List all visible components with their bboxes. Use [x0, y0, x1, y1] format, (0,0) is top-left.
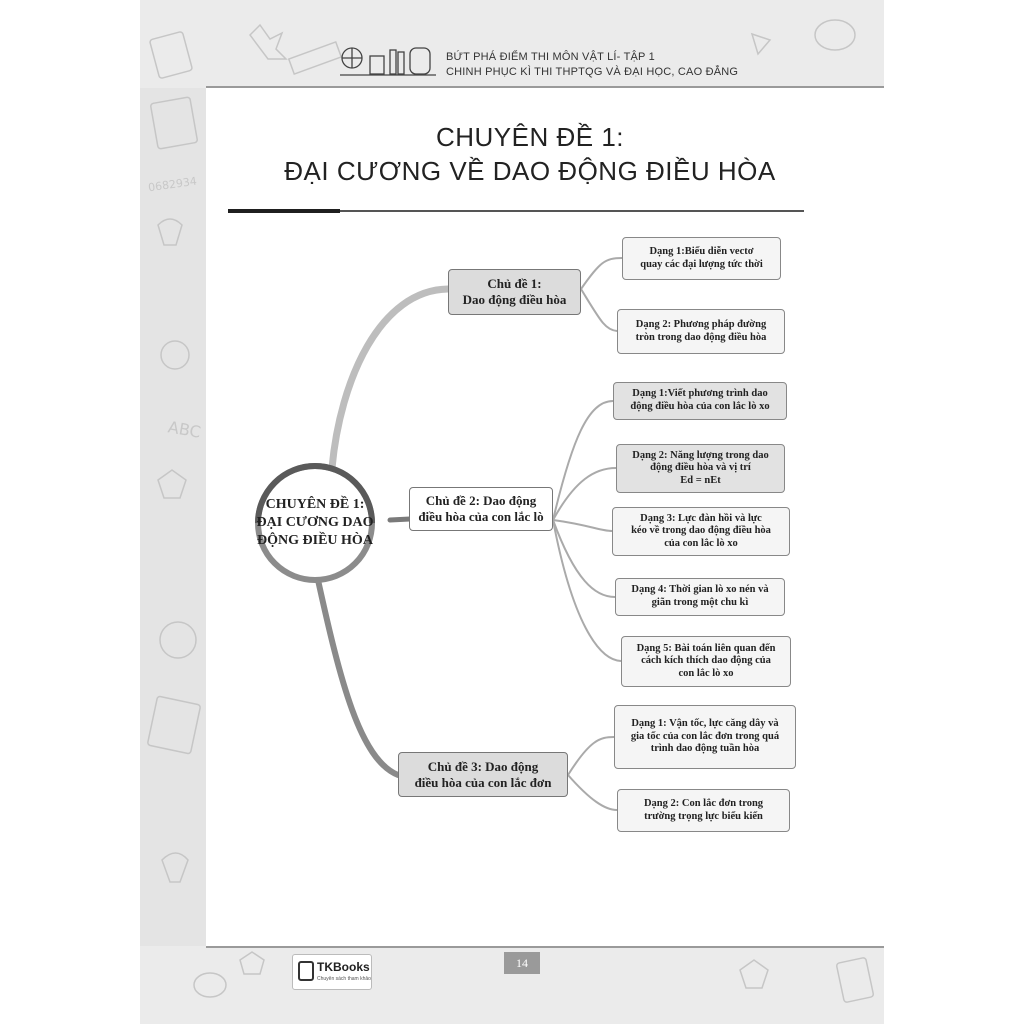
topic-3-line-1: Chủ đề 3: Dao động — [427, 758, 539, 774]
leaf-line: Dạng 2: Năng lượng trong dao — [632, 449, 769, 461]
leaf-line: gia tốc của con lắc đơn trong quá — [630, 730, 780, 742]
leaf-line: tròn trong dao động điều hòa — [635, 331, 767, 343]
page-number: 14 — [504, 952, 540, 974]
leaf-t2-3 — [612, 507, 790, 556]
leaf-line: Dạng 2: Phương pháp đường — [635, 318, 767, 330]
chapter-title-line1: CHUYÊN ĐỀ 1: — [435, 122, 625, 152]
link-t1-l2 — [581, 289, 617, 331]
publisher-logo — [292, 954, 372, 990]
leaf-t3-1 — [614, 705, 796, 769]
topic-2-node — [409, 487, 553, 531]
leaf-line: cách kích thích dao động của — [641, 655, 771, 667]
center-line-1: CHUYÊN ĐỀ 1: — [265, 496, 365, 512]
leaf-line: kéo về trong dao động điều hòa — [631, 525, 771, 537]
center-line-3: ĐỘNG ĐIỀU HÒA — [257, 533, 373, 549]
leaf-line: Dạng 1: Vận tốc, lực căng dây và — [631, 718, 779, 730]
letters-doodle: ABC — [166, 417, 203, 442]
link-t1-l1 — [581, 258, 622, 289]
link-t2-l2 — [553, 468, 616, 520]
topic-2-line-1: Chủ đề 2: Dao động — [425, 493, 537, 509]
link-t3-l1 — [568, 737, 614, 775]
branch-topic-3 — [318, 580, 398, 775]
leaf-line: trình dao động tuần hòa — [650, 743, 760, 755]
leaf-line: quay các đại lượng tức thời — [640, 258, 763, 270]
leaf-t2-2 — [616, 444, 785, 493]
branch-topic-2 — [390, 519, 410, 520]
leaf-t1-1 — [622, 237, 781, 280]
topic-1-line-1: Chủ đề 1: — [487, 276, 542, 292]
topic-1-node — [448, 269, 581, 315]
header-series-title: BỨT PHÁ ĐIỂM THI MÔN VẬT LÍ- TẬP 1 — [446, 51, 655, 63]
link-t2-l5 — [553, 520, 621, 661]
branch-topic-1 — [332, 289, 448, 468]
leaf-line: động điều hòa và vị trí — [650, 462, 751, 474]
center-line-2: ĐẠI CƯƠNG DAO — [256, 514, 374, 530]
leaf-t2-1 — [613, 382, 787, 420]
topic-3-node — [398, 752, 568, 797]
leaf-line: con lắc lò xo — [678, 667, 734, 679]
header-subtitle: CHINH PHỤC KÌ THI THPTQG VÀ ĐẠI HỌC, CAO ĐẲNG — [446, 66, 739, 78]
topic-2-line-2: điều hòa của con lắc lò — [418, 509, 544, 524]
leaf-line: Dạng 1:Biểu diễn vectơ — [649, 245, 754, 257]
publisher-tagline: Chuyên sách tham khảo — [317, 976, 371, 982]
leaf-line: Dạng 5: Bài toán liên quan đến — [636, 642, 776, 654]
topic-1-line-2: Dao động điều hòa — [462, 292, 567, 307]
topic-3-line-2: điều hòa của con lắc đơn — [414, 774, 552, 790]
leaf-line: động điều hòa của con lắc lò xo — [630, 401, 770, 412]
leaf-t2-4 — [615, 578, 785, 616]
leaf-line: giãn trong một chu kì — [651, 597, 749, 608]
link-t3-l2 — [568, 775, 617, 810]
book-logo-icon — [298, 961, 314, 981]
mindmap-center-node — [242, 466, 388, 580]
digits-doodle: 0682934 — [147, 174, 198, 195]
leaf-t3-2 — [617, 789, 790, 832]
leaf-line: Dạng 2: Con lắc đơn trong — [643, 797, 764, 809]
leaf-line: Dạng 3: Lực đàn hồi và lực — [640, 512, 762, 524]
leaf-line: Dạng 1:Viết phương trình dao — [632, 388, 768, 400]
leaf-t1-2 — [617, 309, 785, 354]
leaf-line: của con lắc lò xo — [664, 537, 738, 549]
leaf-line: trường trọng lực biểu kiến — [644, 810, 763, 822]
leaf-line: Dạng 4: Thời gian lò xo nén và — [631, 584, 769, 596]
publisher-name: TKBooks — [317, 960, 370, 974]
leaf-t2-5 — [621, 636, 791, 687]
link-t2-l3 — [553, 520, 612, 531]
leaf-line: Ed = nEt — [680, 474, 721, 486]
link-t2-l1 — [553, 401, 613, 520]
chapter-title-line2: ĐẠI CƯƠNG VỀ DAO ĐỘNG ĐIỀU HÒA — [284, 156, 776, 186]
